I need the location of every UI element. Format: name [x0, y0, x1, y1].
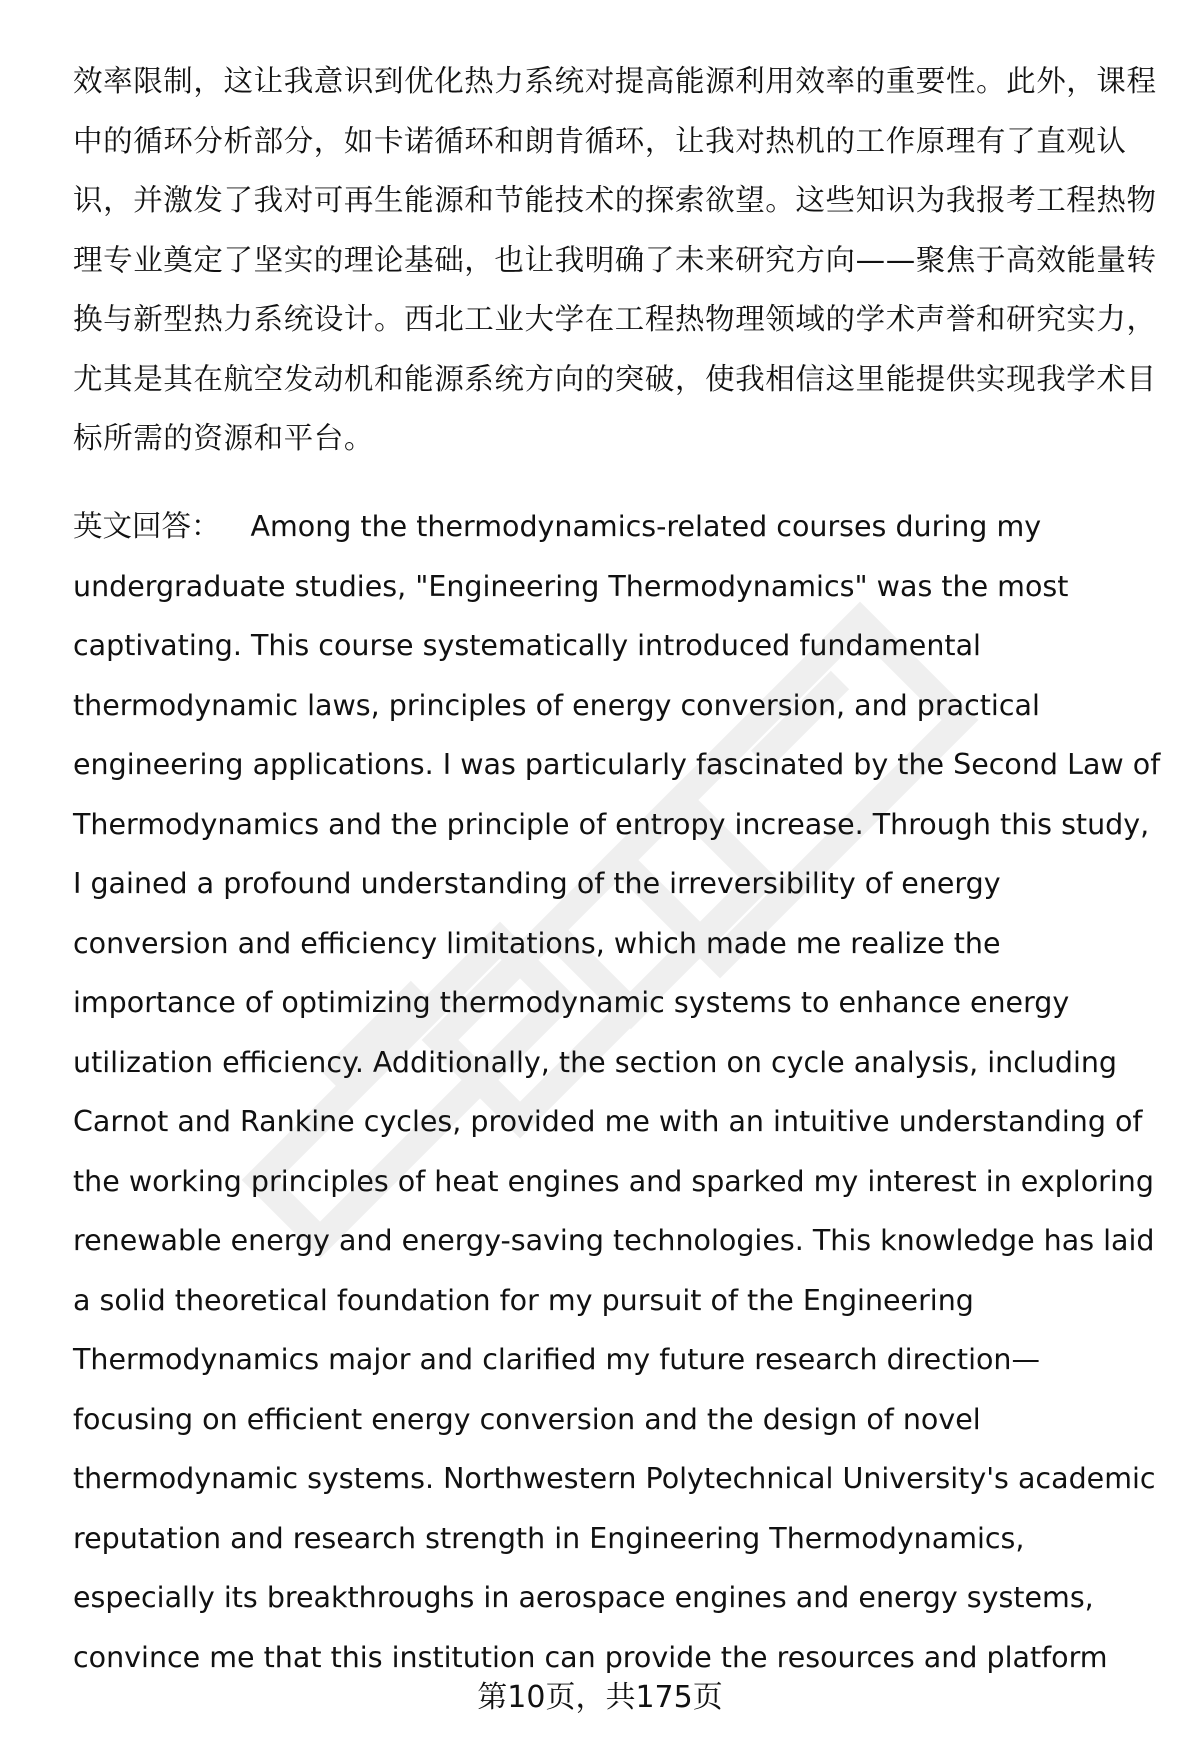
text-line: Carnot and Rankine cycles, provided me with an intuitive understanding of: [73, 1105, 1143, 1138]
text-line: especially its breakthroughs in aerospace engines and energy systems,: [73, 1581, 1094, 1614]
text-line: captivating. This course systematically introduced fundamental: [73, 629, 981, 662]
answer-first-line: Among the thermodynamics-related courses during my: [250, 510, 1042, 543]
text-line: importance of optimizing thermodynamic systems to enhance energy: [73, 986, 1070, 1019]
english-answer: [73, 497, 1161, 1687]
text-line: undergraduate studies, "Engineering Thermodynamics" was the most: [73, 569, 1069, 603]
text-line: [73, 497, 1153, 557]
text-line: 中的循环分析部分，如卡诺循环和朗肯循环，让我对热机的工作原理有了直观认: [73, 123, 1127, 158]
text-line: 标所需的资源和平台。: [73, 421, 375, 455]
text-line: thermodynamic systems. Northwestern Polytechnical University's academic: [73, 1462, 1156, 1495]
text-line: engineering applications. I was particularly fascinated by the Second Law of: [73, 748, 1161, 781]
answer-label: 英文回答：: [73, 509, 221, 543]
text-line: I gained a profound understanding of the irreversibility of energy: [73, 867, 1001, 900]
text-line: utilization efficiency. Additionally, the section on cycle analysis, including: [73, 1045, 1118, 1079]
text-line: conversion and efficiency limitations, which made me realize the: [73, 926, 1001, 960]
text-line: the working principles of heat engines and sparked my interest in exploring: [73, 1164, 1154, 1198]
text-line: a solid theoretical foundation for my pursuit of the Engineering: [73, 1283, 974, 1317]
text-line: thermodynamic laws, principles of energy conversion, and practical: [73, 688, 1040, 722]
text-line: focusing on efficient energy conversion and the design of novel: [73, 1402, 981, 1436]
text-line: convince me that this institution can provide the resources and platform: [73, 1640, 1108, 1674]
text-line: 效率限制，这让我意识到优化热力系统对提高能源利用效率的重要性。此外，课程: [73, 64, 1157, 98]
chinese-paragraph: [73, 52, 1157, 469]
text-line: reputation and research strength in Engineering Thermodynamics,: [73, 1521, 1025, 1555]
text-line: 识，并激发了我对可再生能源和节能技术的探索欲望。这些知识为我报考工程热物: [73, 183, 1157, 217]
text-line: Thermodynamics major and clarified my future research direction—: [73, 1343, 1040, 1376]
text-line: 理专业奠定了坚实的理论基础，也让我明确了未来研究方向——聚焦于高效能量转: [73, 242, 1157, 277]
text-line: renewable energy and energy-saving technologies. This knowledge has laid: [73, 1224, 1155, 1257]
text-line: 换与新型热力系统设计。西北工业大学在工程热物理领域的学术声誉和研究实力，: [73, 302, 1157, 336]
page-indicator: 第10页，共175页: [477, 1680, 723, 1715]
text-line: 尤其是其在航空发动机和能源系统方向的突破，使我相信这里能提供实现我学术目: [73, 361, 1157, 396]
text-line: Thermodynamics and the principle of entropy increase. Through this study,: [73, 807, 1150, 841]
